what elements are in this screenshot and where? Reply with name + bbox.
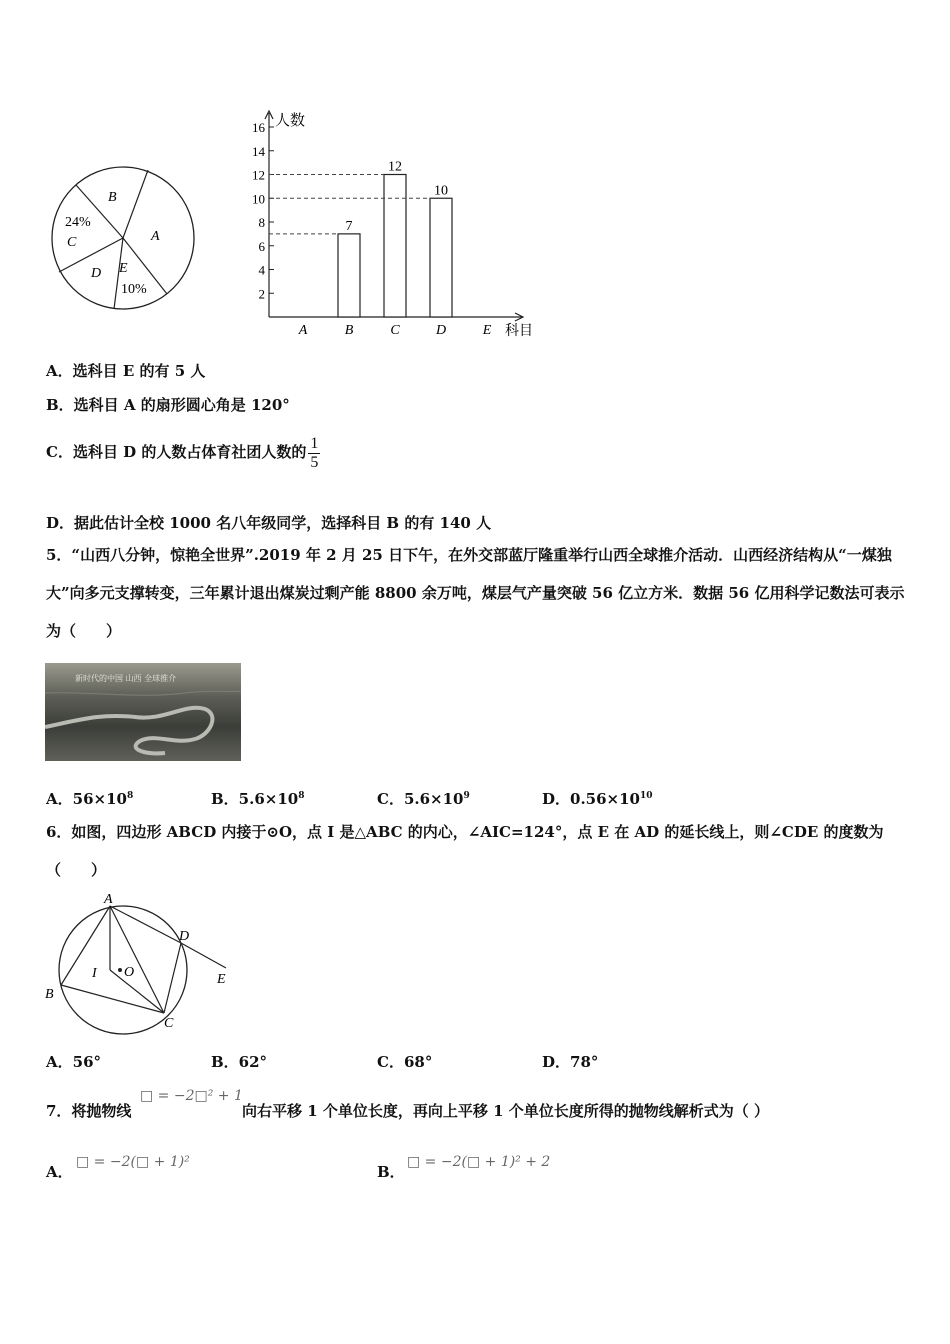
q6-option-c: C．68°	[377, 1053, 433, 1071]
q5-option-c-exp: 9	[463, 791, 470, 801]
q7-formula: □ = −2□² + 1	[140, 1088, 243, 1104]
fraction	[308, 435, 320, 472]
point-i: I	[92, 966, 97, 981]
q5-option-b	[211, 789, 304, 809]
q7-option-a-label: A．	[46, 1163, 73, 1181]
y-tick-label: 6	[258, 238, 265, 254]
point-d: D	[179, 929, 190, 944]
bar	[338, 234, 360, 317]
q5-question: 5．“山西八分钟，惊艳全世界”.2019 年 2 月 25 日下午，在外交部蓝厅隆重举行山西全球推介活动．山西经济结构从“一煤独大”向多元支撑转变，三年累计退出煤炭过剩产能 8800 余万吨，煤层气产量突破 56 亿立方米．数据 56 亿用科学记数法可表示为（ ）	[46, 546, 905, 640]
q7-option-b-formula: □ = −2(□ + 1)² + 2	[407, 1154, 551, 1170]
x-tick-label: A	[298, 323, 308, 338]
q5-option-a-exp: 8	[126, 791, 134, 801]
q4-option-a: A．选科目 E 的有 5 人	[46, 362, 206, 380]
fraction-numerator: 1	[310, 434, 319, 452]
q5-option-a-label: A．56×10	[46, 790, 127, 808]
q5-option-c	[377, 789, 470, 809]
photo-caption: 新时代的中国 山西 全球推介	[75, 674, 177, 683]
y-tick-label: 14	[252, 143, 265, 159]
y-tick-label: 16	[252, 120, 265, 135]
y-tick-label: 10	[252, 191, 265, 207]
q5-option-c-label: C．5.6×10	[377, 790, 464, 808]
y-tick-label: 12	[252, 167, 265, 183]
q7-option-a-formula: □ = −2(□ + 1)²	[76, 1154, 190, 1170]
q6-option-a: A．56°	[46, 1053, 102, 1071]
point-o: O	[124, 965, 135, 980]
q5-option-d	[542, 789, 653, 809]
q6-option-b: B．62°	[211, 1053, 268, 1071]
q5-option-b-label: B．5.6×10	[211, 790, 299, 808]
q4-option-c	[46, 432, 320, 472]
bar-value-label: 12	[388, 159, 402, 175]
pie-label-d: D	[91, 266, 102, 281]
q5-option-b-exp: 8	[298, 791, 305, 801]
x-tick-label: D	[435, 323, 447, 338]
pie-chart	[45, 160, 205, 320]
pie-label-a: A	[151, 229, 160, 244]
q4-option-c-text: C．选科目 D 的人数占体育社团人数的	[46, 443, 307, 461]
river-graphic	[45, 663, 241, 761]
q4-option-b: B．选科目 A 的扇形圆心角是 120°	[46, 396, 290, 414]
y-tick-label: 8	[258, 215, 265, 230]
circle-figure	[40, 888, 240, 1038]
pie-label-c-pct: 24%	[65, 215, 91, 230]
q6-option-d: D．78°	[542, 1053, 599, 1071]
bar	[384, 175, 406, 318]
bar-value-label: 10	[434, 183, 448, 199]
point-b: B	[45, 987, 54, 1002]
x-axis-title: 科目	[505, 324, 533, 339]
q7-option-b-label: B．	[377, 1163, 405, 1181]
point-c: C	[164, 1016, 174, 1031]
pie-label-e-pct: 10%	[121, 282, 147, 297]
q5-option-d-exp: 10	[639, 791, 653, 801]
pie-label-c: C	[67, 235, 77, 250]
bar-chart	[235, 105, 545, 345]
fraction-denominator: 5	[310, 453, 319, 471]
bar	[430, 198, 452, 317]
pie-label-e: E	[119, 261, 128, 276]
point-a: A	[104, 892, 113, 907]
pie-label-b: B	[108, 190, 117, 205]
x-tick-label: E	[482, 323, 492, 338]
point-e: E	[217, 972, 226, 987]
q5-option-d-label: D．0.56×10	[542, 790, 640, 808]
y-axis-title: 人数	[275, 113, 306, 129]
shanxi-photo	[45, 663, 241, 761]
q5-option-a	[46, 789, 133, 809]
bar-value-label: 7	[345, 218, 353, 234]
q7-tail: 向右平移 1 个单位长度，再向上平移 1 个单位长度所得的抛物线解析式为（ ）	[242, 1102, 769, 1120]
x-tick-label: B	[344, 323, 354, 338]
x-tick-label: C	[390, 323, 400, 338]
q6-question: 6．如图，四边形 ABCD 内接于⊙O，点 I 是△ABC 的内心，∠AIC=124°，点 E 在 AD 的延长线上，则∠CDE 的度数为（ ）	[46, 823, 884, 879]
q4-option-d: D．据此估计全校 1000 名八年级同学，选择科目 B 的有 140 人	[46, 514, 492, 532]
y-tick-label: 2	[258, 286, 265, 302]
y-tick-label: 4	[258, 262, 265, 278]
q7-lead: 7．将抛物线	[46, 1102, 132, 1120]
